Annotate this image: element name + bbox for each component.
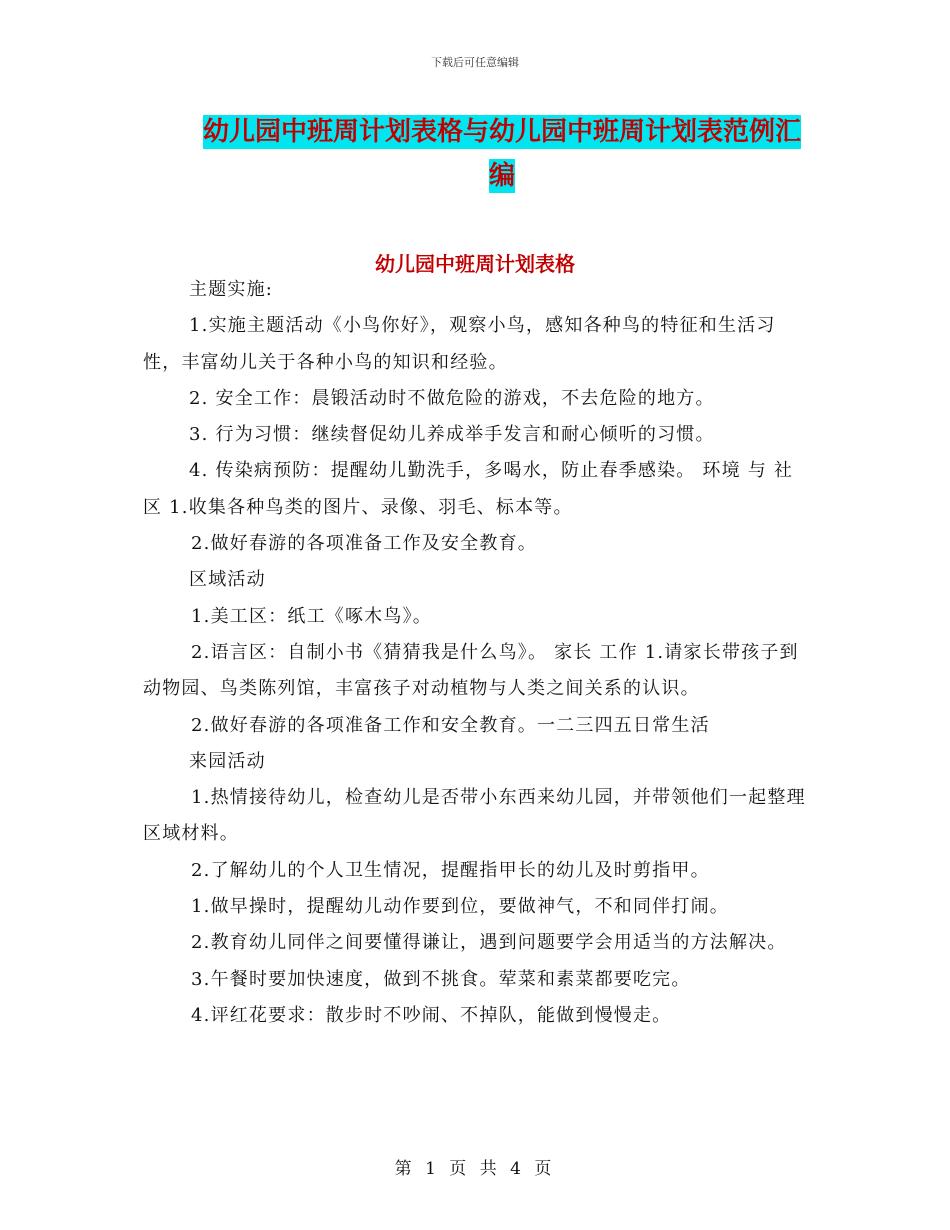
paragraph: 1.实施主题活动《小鸟你好》，观察小鸟，感知各种鸟的特征和生活习性，丰富幼儿关于各种小鸟的知识和经验。	[143, 315, 776, 373]
paragraph: 2.教育幼儿同伴之间要懂得谦让，遇到问题要学会用适当的方法解决。	[191, 932, 787, 954]
paragraph: 2.语言区：自制小书《猜猜我是什么鸟》。 家长 工作 1.请家长带孩子到动物园、鸟类陈列馆，丰富孩子对动植物与人类之间关系的认识。	[143, 641, 799, 700]
section-title: 幼儿园中班周计划表格	[375, 252, 575, 276]
paragraph: 2.了解幼儿的个人卫生情况，提醒指甲长的幼儿及时剪指甲。	[191, 859, 710, 881]
paragraph: 1.热情接待幼儿，检查幼儿是否带小东西来幼儿园，并带领他们一起整理区域材料。	[143, 787, 806, 845]
paragraph: 4. 传染病预防：提醒幼儿勤洗手，多喝水，防止春季感染。 环境 与 社区 1.收集各种鸟类的图片、录像、羽毛、标本等。	[143, 460, 794, 518]
paragraph: 2. 安全工作：晨锻活动时不做危险的游戏，不去危险的地方。	[189, 387, 715, 409]
paragraph: 1.做早操时，提醒幼儿动作要到位，要做神气，不和同伴打闹。	[191, 896, 729, 918]
paragraph: 2.做好春游的各项准备工作及安全教育。	[191, 533, 537, 555]
page-number: 第 1 页 共 4 页	[394, 1159, 556, 1179]
header-note: 下载后可任意编辑	[431, 56, 519, 69]
paragraph: 区域活动	[189, 569, 266, 591]
body-text	[143, 272, 811, 1034]
paragraph: 4.评红花要求：散步时不吵闹、不掉队，能做到慢慢走。	[191, 1004, 672, 1026]
paragraph: 1.美工区：纸工《啄木鸟》。	[191, 605, 432, 627]
paragraph: 2.做好春游的各项准备工作和安全教育。一二三四五日常生活	[191, 714, 710, 736]
paragraph: 3. 行为习惯：继续督促幼儿养成举手发言和耐心倾听的习惯。	[189, 424, 715, 446]
paragraph: 3.午餐时要加快速度，做到不挑食。荤菜和素菜都要吃完。	[191, 968, 691, 990]
main-title-text: 幼儿园中班周计划表格与幼儿园中班周计划表范例汇编	[202, 117, 801, 191]
main-title	[192, 110, 812, 198]
paragraph: 来园活动	[189, 750, 266, 772]
paragraph: 主题实施:	[189, 279, 274, 300]
